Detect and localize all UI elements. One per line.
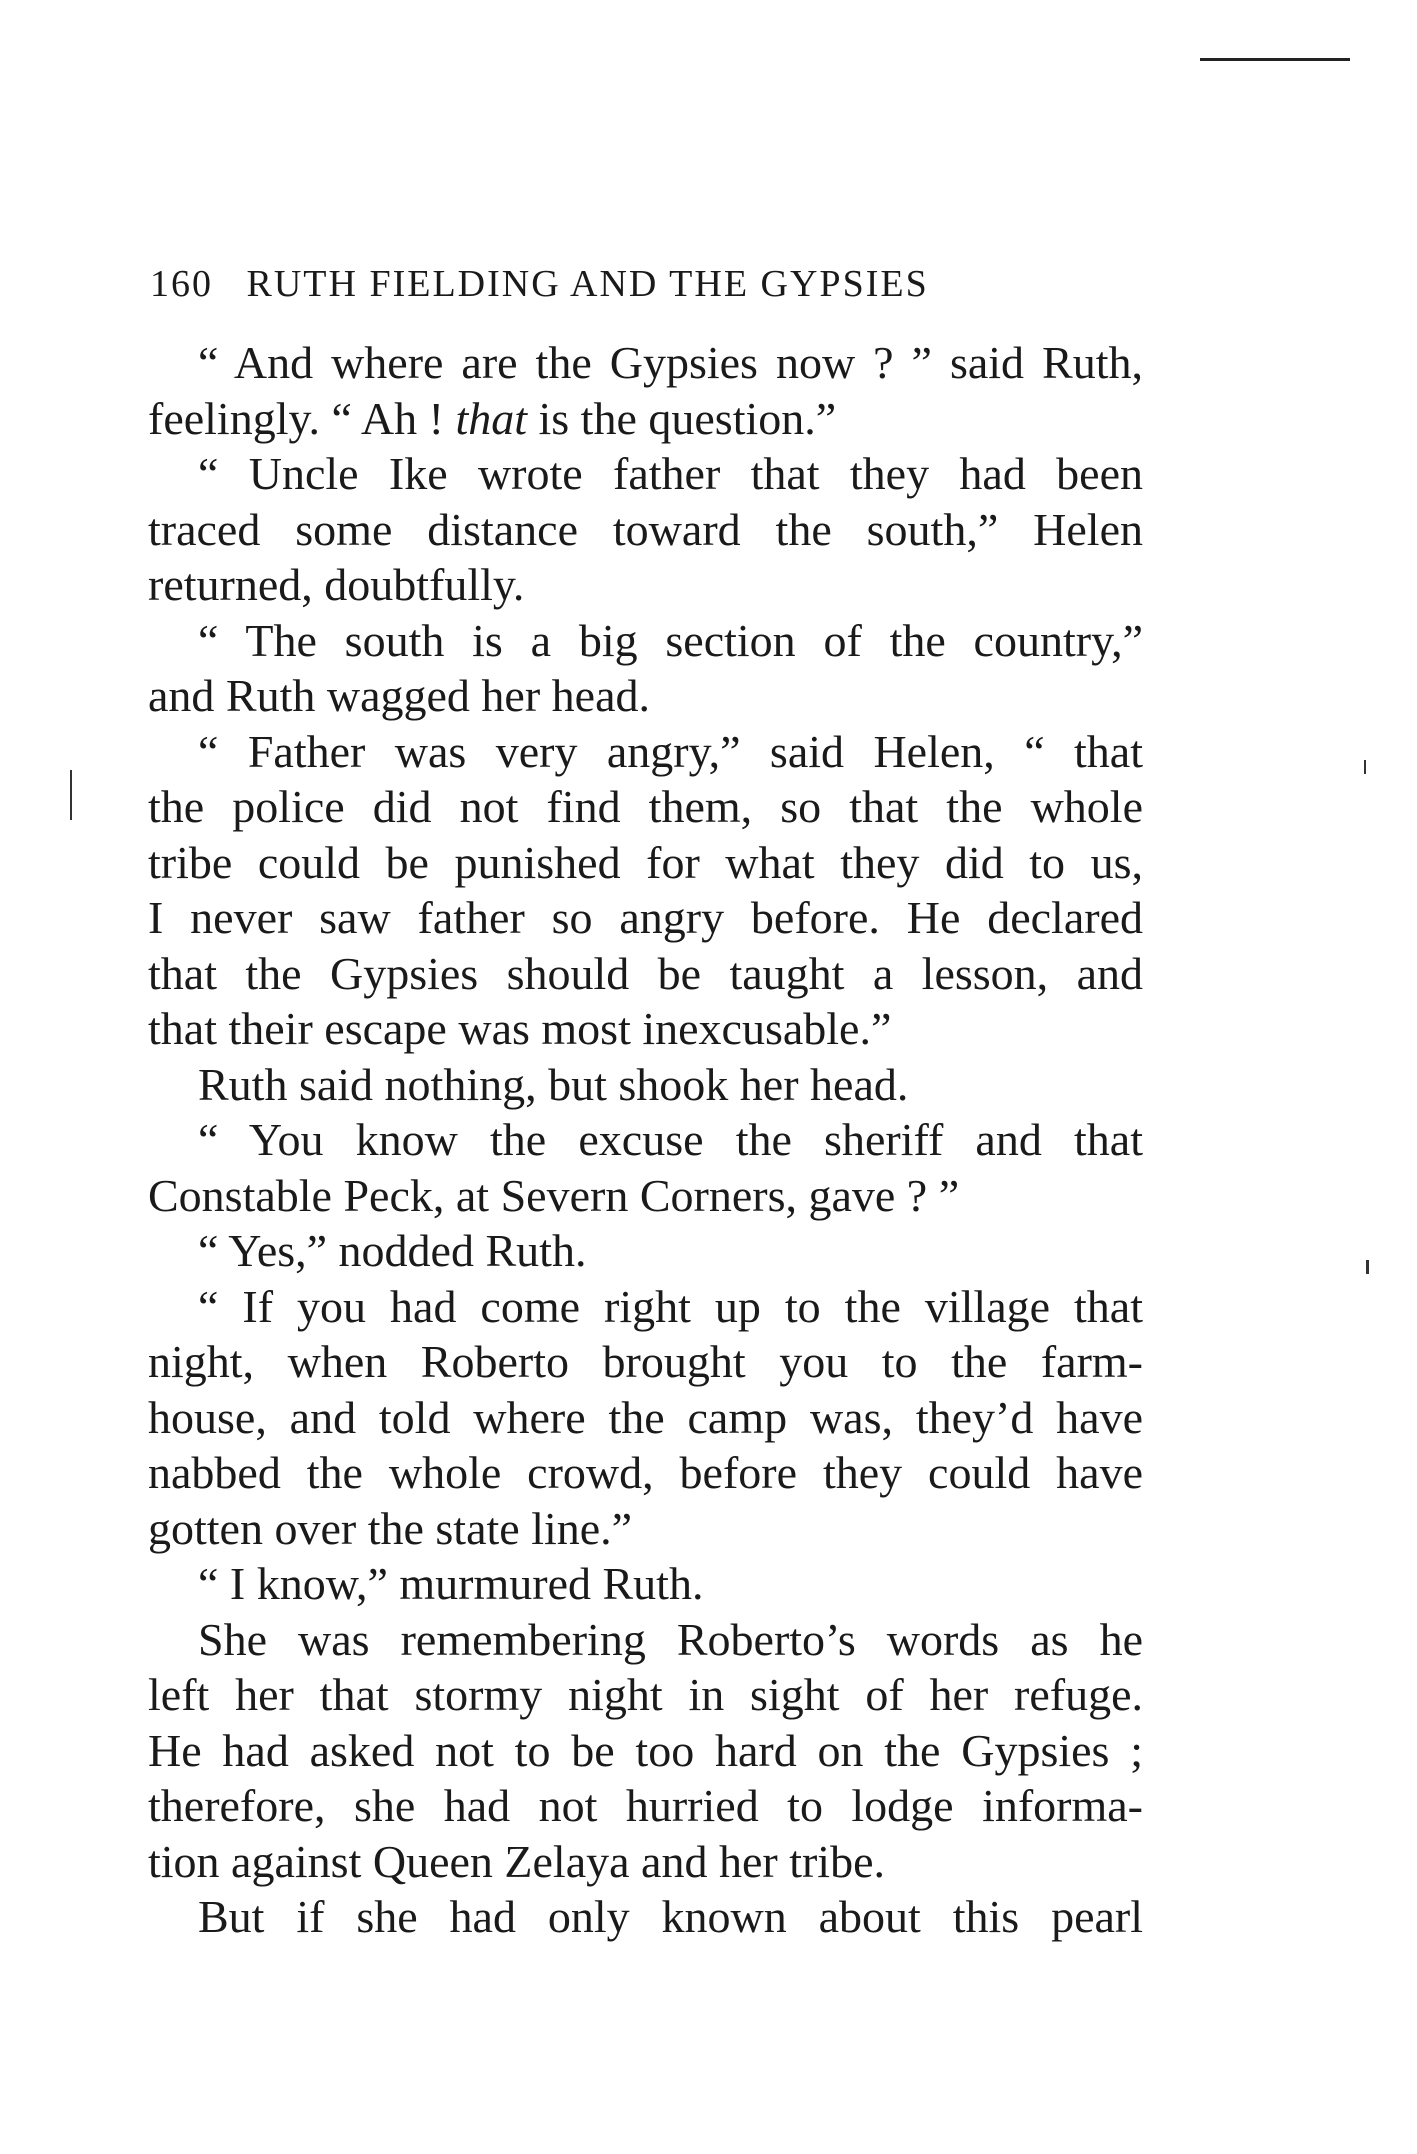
- text-line: traced some distance toward the south,” Helen: [148, 503, 1143, 555]
- text-line: Ruth said nothing, but shook her head.: [198, 1058, 909, 1110]
- running-title: RUTH FIELDING AND THE GYPSIES: [246, 263, 929, 305]
- text-line: tion against Queen Zelaya and her tribe.: [148, 1835, 885, 1887]
- text-line: the police did not find them, so that the whole: [148, 781, 1143, 832]
- text-line: But if she had only known about this pearl: [198, 1891, 1143, 1942]
- text-line: returned, doubtfully.: [148, 559, 525, 610]
- text-line: “ You know the excuse the sheriff and that: [198, 1114, 1143, 1165]
- text-line: “ Uncle Ike wrote father that they had been: [198, 448, 1143, 499]
- text-line: feelingly. “ Ah ! that is the question.”: [148, 392, 837, 444]
- text-line: night, when Roberto brought you to the farm-: [148, 1336, 1143, 1387]
- text-line: “ And where are the Gypsies now ? ” said Ruth,: [198, 337, 1143, 388]
- text-line: “ Father was very angry,” said Helen, “ that: [198, 725, 1143, 777]
- margin-mark: [1364, 760, 1366, 774]
- text-line: nabbed the whole crowd, before they could have: [148, 1447, 1143, 1498]
- text-line: “ The south is a big section of the country,”: [198, 614, 1143, 666]
- margin-mark: [1366, 1260, 1369, 1274]
- text-line: “ Yes,” nodded Ruth.: [198, 1225, 587, 1276]
- page-number: 160: [150, 263, 213, 305]
- text-line: He had asked not to be too hard on the Gypsies ;: [148, 1724, 1143, 1776]
- running-header: [150, 262, 929, 306]
- text-line: I never saw father so angry before. He declared: [148, 892, 1143, 943]
- text-line: that the Gypsies should be taught a lesson, and: [148, 947, 1143, 999]
- body-text: [148, 335, 1143, 1945]
- margin-mark: [70, 770, 72, 820]
- text-line: and Ruth wagged her head.: [148, 670, 651, 721]
- text-line: left her that stormy night in sight of her refuge.: [148, 1669, 1143, 1720]
- text-line: that their escape was most inexcusable.”: [148, 1003, 892, 1054]
- text-line: “ If you had come right up to the village that: [198, 1280, 1143, 1332]
- text-line: “ I know,” murmured Ruth.: [198, 1558, 704, 1609]
- text-line: tribe could be punished for what they did to us,: [148, 836, 1143, 888]
- text-line: She was remembering Roberto’s words as he: [198, 1613, 1143, 1665]
- text-line: house, and told where the camp was, they’d have: [148, 1391, 1143, 1443]
- text-line: Constable Peck, at Severn Corners, gave ? ”: [148, 1169, 960, 1221]
- text-line: therefore, she had not hurried to lodge informa-: [148, 1780, 1143, 1831]
- top-rule: [1200, 58, 1350, 61]
- text-line: gotten over the state line.”: [148, 1502, 633, 1554]
